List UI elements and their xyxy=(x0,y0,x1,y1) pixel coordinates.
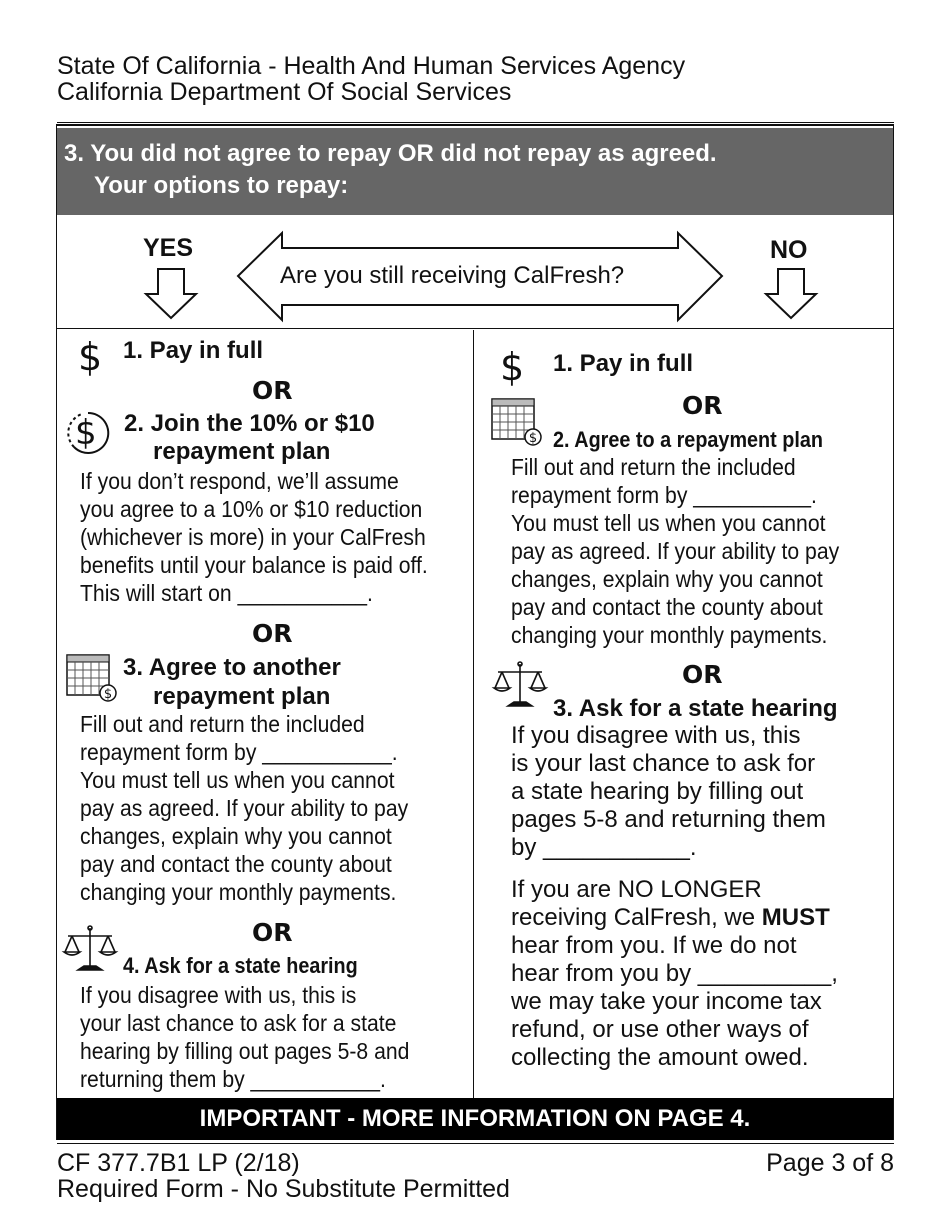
right-hearing-line-4: pages 5-8 and returning them xyxy=(511,806,826,833)
calendar-dollar-icon xyxy=(66,654,118,702)
left-plan-line-1: Fill out and return the included xyxy=(80,711,365,737)
right-option-pay-in-full: 1. Pay in full xyxy=(553,350,694,377)
left-hearing-line-3: hearing by filling out pages 5-8 and xyxy=(80,1038,410,1064)
right-hearing-text xyxy=(511,722,826,862)
right-or-1: OR xyxy=(682,391,723,420)
right-plan-line-7: changing your monthly payments. xyxy=(511,622,828,648)
section-title-line2: Your options to repay: xyxy=(94,172,349,199)
left-option-another-plan-line1: 3. Agree to another xyxy=(123,654,341,681)
dollar-icon-right: $ xyxy=(500,345,525,389)
form-id: CF 377.7B1 LP (2/18) xyxy=(57,1149,300,1177)
left-join-line-5: This will start on ___________. xyxy=(80,580,373,606)
no-longer-line-5: we may take your income tax xyxy=(511,988,822,1015)
section-title-line1: 3. You did not agree to repay OR did not repay as agreed. xyxy=(64,140,717,167)
left-or-2: OR xyxy=(252,619,293,648)
left-plan-line-5: changes, explain why you cannot xyxy=(80,823,392,849)
no-longer-line-6: refund, or use other ways of xyxy=(511,1016,809,1043)
left-join-line-1: If you don’t respond, we’ll assume xyxy=(80,468,399,494)
agency-name: State Of California - Health And Human Services Agency xyxy=(57,52,686,80)
no-longer-line-1: If you are NO LONGER xyxy=(511,876,762,903)
no-longer-line-2 xyxy=(511,904,838,932)
left-hearing-line-1: If you disagree with us, this is xyxy=(80,982,357,1008)
svg-text:$: $ xyxy=(103,687,113,702)
page-number: Page 3 of 8 xyxy=(766,1149,894,1177)
left-or-3: OR xyxy=(252,918,293,947)
left-plan-line-6: pay and contact the county about xyxy=(80,851,392,877)
left-plan-line-7: changing your monthly payments. xyxy=(80,879,397,905)
left-option-join-plan-line1: 2. Join the 10% or $10 xyxy=(124,410,375,437)
right-hearing-line-1: If you disagree with us, this xyxy=(511,722,801,749)
left-or-1: OR xyxy=(252,376,293,405)
no-longer-line-7: collecting the amount owed. xyxy=(511,1044,809,1071)
right-plan-line-1: Fill out and return the included xyxy=(511,454,796,480)
calendar-dollar-icon-right xyxy=(491,398,543,446)
left-option-another-plan-line2: repayment plan xyxy=(153,683,331,710)
left-join-plan-text xyxy=(80,467,428,607)
no-longer-receiving-text xyxy=(511,876,838,1072)
right-option-state-hearing: 3. Ask for a state hearing xyxy=(553,695,838,722)
left-option-state-hearing: 4. Ask for a state hearing xyxy=(123,953,358,978)
bottom-rule xyxy=(57,1143,894,1144)
right-hearing-line-2: is your last chance to ask for xyxy=(511,750,816,777)
left-option-join-plan-line2: repayment plan xyxy=(153,438,331,465)
scales-icon xyxy=(62,924,118,974)
footer-left xyxy=(57,1150,510,1202)
column-divider xyxy=(473,330,474,1098)
left-plan-line-4: pay as agreed. If your ability to pay xyxy=(80,795,409,821)
department-name: California Department Of Social Services xyxy=(57,78,512,106)
right-plan-line-5: changes, explain why you cannot xyxy=(511,566,823,592)
left-hearing-text xyxy=(80,981,409,1093)
right-plan-line-4: pay as agreed. If your ability to pay xyxy=(511,538,840,564)
left-plan-line-2: repayment form by ___________. xyxy=(80,739,398,765)
no-longer-line-2-text: receiving CalFresh, we xyxy=(511,904,762,931)
left-plan-line-3: You must tell us when you cannot xyxy=(80,767,395,793)
no-label: NO xyxy=(770,236,808,264)
left-join-line-3: (whichever is more) in your CalFresh xyxy=(80,524,426,550)
scales-icon-right xyxy=(492,660,548,710)
no-longer-line-4: hear from you by __________, xyxy=(511,960,838,987)
yes-label: YES xyxy=(143,234,194,262)
cycle-dollar-sign: $ xyxy=(75,413,97,453)
important-banner: IMPORTANT - MORE INFORMATION ON PAGE 4. xyxy=(57,1098,893,1140)
right-plan-line-6: pay and contact the county about xyxy=(511,594,823,620)
right-plan-line-3: You must tell us when you cannot xyxy=(511,510,826,536)
left-hearing-line-2: your last chance to ask for a state xyxy=(80,1010,397,1036)
yes-down-arrow-icon xyxy=(146,269,196,318)
left-join-line-2: you agree to a 10% or $10 reduction xyxy=(80,496,423,522)
required-form-note: Required Form - No Substitute Permitted xyxy=(57,1175,510,1203)
no-longer-line-3: hear from you. If we do not xyxy=(511,932,797,959)
left-join-line-4: benefits until your balance is paid off. xyxy=(80,552,428,578)
right-or-2: OR xyxy=(682,660,723,689)
right-hearing-line-3: a state hearing by filling out xyxy=(511,778,804,805)
left-hearing-line-4: returning them by ___________. xyxy=(80,1066,386,1092)
left-another-plan-text xyxy=(80,710,408,906)
right-option-repayment-plan: 2. Agree to a repayment plan xyxy=(553,427,823,452)
dollar-icon: $ xyxy=(78,335,103,379)
right-plan-line-2: repayment form by __________. xyxy=(511,482,817,508)
question-text: Are you still receiving CalFresh? xyxy=(280,262,625,289)
left-option-pay-in-full: 1. Pay in full xyxy=(123,337,264,364)
no-down-arrow-icon xyxy=(766,269,816,318)
must-emphasis: MUST xyxy=(761,904,830,931)
svg-text:$: $ xyxy=(528,431,538,446)
right-plan-text xyxy=(511,453,839,649)
right-hearing-line-5: by ___________. xyxy=(511,834,697,861)
